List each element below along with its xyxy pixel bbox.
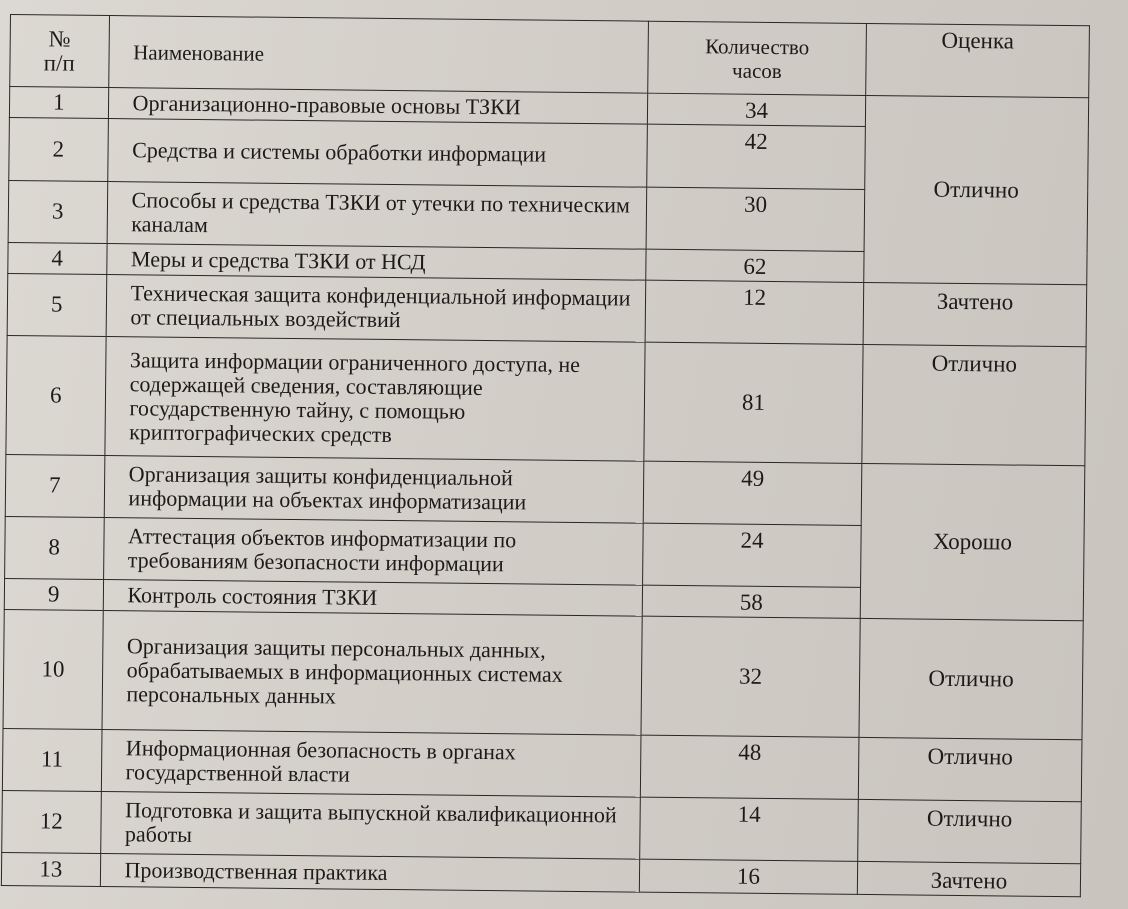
row-number: 1 <box>9 87 108 119</box>
row-hours: 49 <box>643 461 862 525</box>
row-number: 13 <box>1 852 100 886</box>
row-number: 7 <box>5 454 104 517</box>
row-number: 4 <box>8 242 107 274</box>
row-grade: Отлично <box>859 618 1083 739</box>
header-hours-line2: часов <box>732 58 782 83</box>
row-hours: 42 <box>647 125 866 189</box>
row-grade: Отлично <box>862 344 1086 465</box>
row-name: Организация защиты конфиденциальной информации на объектах информатизации <box>104 455 644 523</box>
row-name: Контроль состояния ТЗКИ <box>103 579 643 616</box>
header-grade: Оценка <box>866 23 1090 98</box>
row-number: 8 <box>5 516 104 579</box>
row-number: 10 <box>3 609 103 729</box>
row-grade: Зачтено <box>857 861 1080 896</box>
row-hours: 48 <box>640 735 859 799</box>
row-number: 2 <box>9 118 108 181</box>
table-row <box>2 790 1082 863</box>
header-hours <box>648 21 867 96</box>
table-row <box>2 728 1082 801</box>
row-name: Защита информации ограниченного доступа, не содержащей сведения, составляющие государственную тайну, с помощью криптографических средств <box>104 336 645 461</box>
row-name: Производственная практика <box>100 853 640 892</box>
row-name: Меры и средства ТЗКИ от НСД <box>106 243 646 280</box>
row-grade: Отлично <box>864 96 1089 285</box>
row-hours: 81 <box>644 342 863 463</box>
row-hours: 12 <box>645 280 864 344</box>
row-name: Организация защиты персональных данных, обрабатываемых в информационных системах персональных данных <box>102 610 643 735</box>
header-number-line2: п/п <box>43 50 75 76</box>
row-grade: Зачтено <box>863 282 1087 346</box>
row-name: Подготовка и защита выпускной квалификационной работы <box>100 791 640 859</box>
row-name: Организационно-правовые основы ТЗКИ <box>108 88 648 125</box>
row-number: 6 <box>6 335 106 455</box>
row-grade: Отлично <box>858 737 1082 801</box>
table-row <box>7 273 1087 346</box>
row-hours: 58 <box>642 585 860 618</box>
row-number: 9 <box>4 578 103 610</box>
row-number: 12 <box>2 790 101 853</box>
table-row <box>6 335 1086 465</box>
row-hours: 32 <box>641 616 860 737</box>
row-hours: 34 <box>647 94 865 127</box>
table-row <box>3 609 1083 739</box>
header-number-line1: № <box>48 26 71 52</box>
grades-sheet <box>1 14 1090 897</box>
header-number <box>10 15 109 88</box>
row-hours: 14 <box>640 797 859 861</box>
row-name: Средства и системы обработки информации <box>107 119 647 187</box>
grades-table <box>1 14 1090 897</box>
row-number: 11 <box>2 728 101 791</box>
row-grade: Отлично <box>858 799 1082 863</box>
row-hours: 24 <box>643 523 862 587</box>
row-hours: 30 <box>646 187 865 251</box>
row-number: 5 <box>7 273 106 336</box>
row-hours: 62 <box>646 249 864 282</box>
row-name: Способы и средства ТЗКИ от утечки по техническим каналам <box>107 181 647 249</box>
row-name: Техническая защита конфиденциальной информации от специальных воздействий <box>106 274 646 342</box>
row-number: 3 <box>8 180 107 243</box>
row-name: Информационная безопасность в органах государственной власти <box>101 729 641 797</box>
row-grade: Хорошо <box>860 463 1085 620</box>
row-hours: 16 <box>639 859 857 894</box>
header-row <box>10 15 1090 99</box>
table-row <box>5 454 1085 527</box>
header-hours-line1: Количество <box>705 33 810 60</box>
header-name: Наименование <box>108 16 648 94</box>
row-name: Аттестация объектов информатизации по требованиям безопасности информации <box>103 517 643 585</box>
